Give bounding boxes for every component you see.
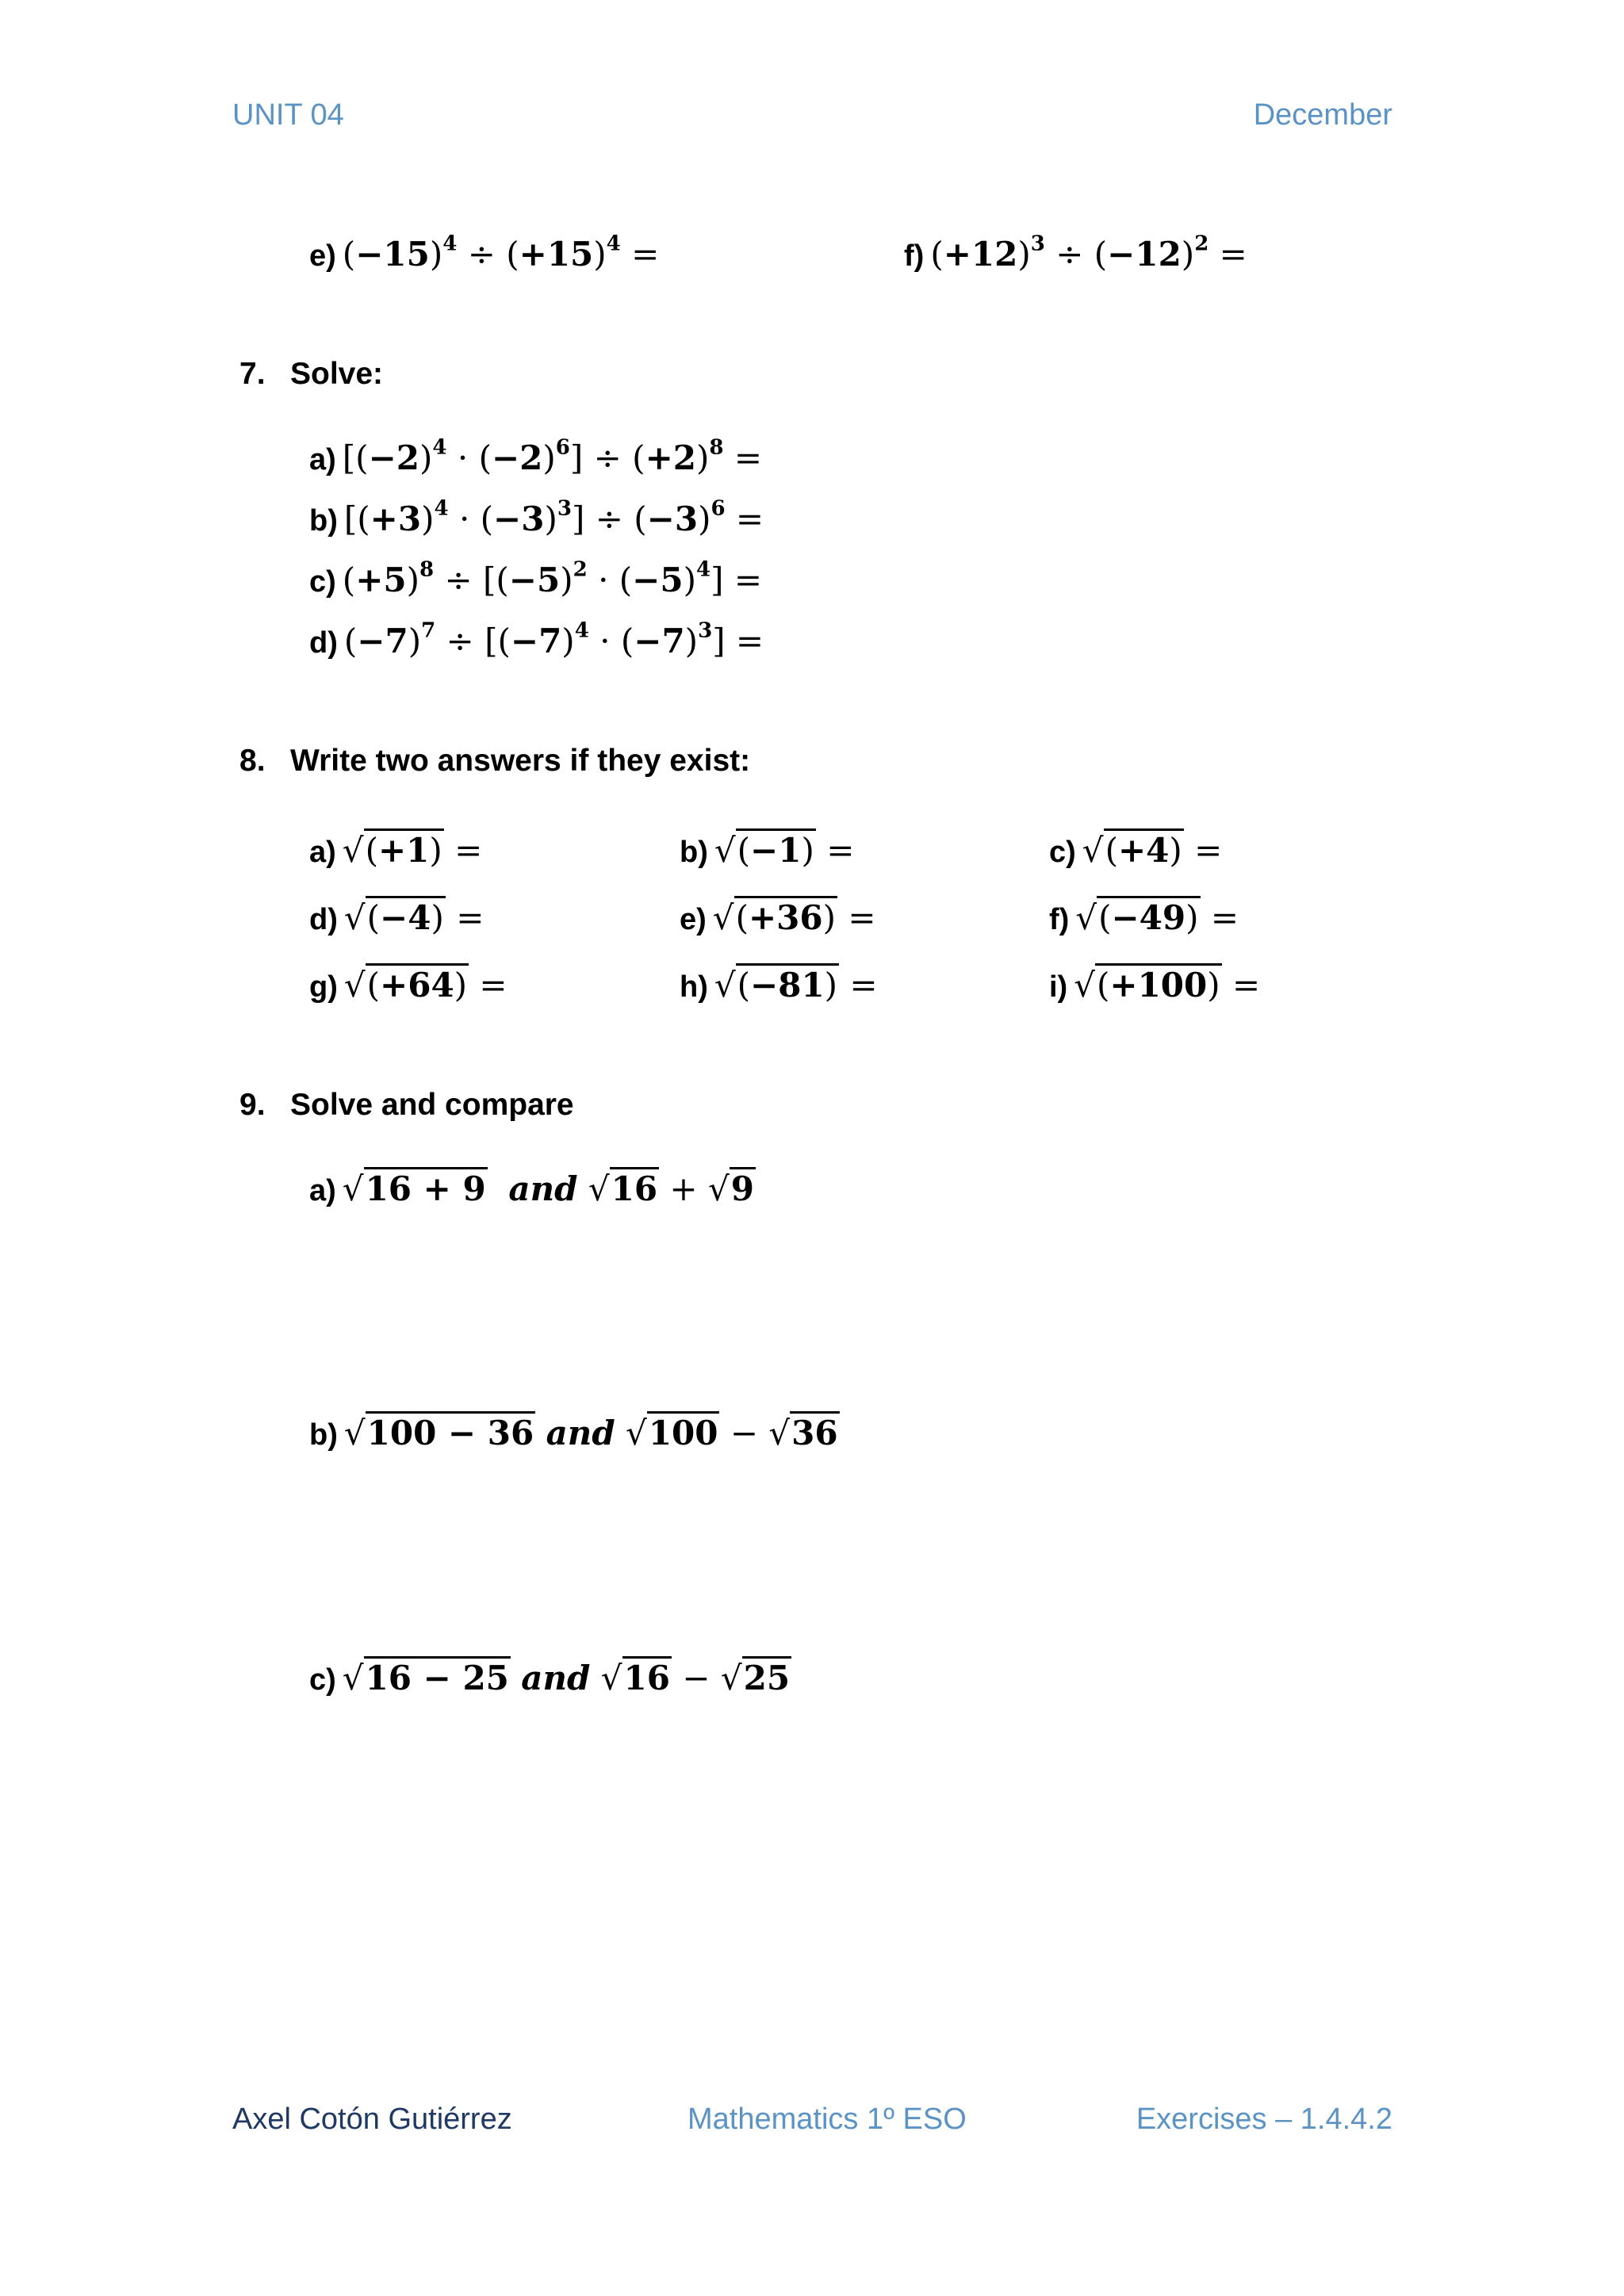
exercise-8b: b) √(−1) = [680, 831, 854, 870]
footer-exercise-ref: Exercises – 1.4.4.2 [1136, 2103, 1392, 2136]
exercise-8h: h) √(−81) = [680, 966, 878, 1004]
exercise-9b: b) √100 − 36 and √100 − √36 [309, 1414, 840, 1452]
exercise-6e: e) $(-15)^4 \div (+15)^4$ = [309, 232, 660, 274]
footer-author: Axel Cotón Gutiérrez [232, 2103, 512, 2136]
item-label: f) [904, 239, 925, 273]
exercise-7a: a) $[(-2)^4 \cdot (-2)^6] \div (+2)^8$ = [309, 435, 763, 477]
exercise-8f: f) √(−49) = [1049, 898, 1239, 937]
exercise-9c: c) √16 − 25 and √16 − √25 [309, 1659, 791, 1697]
exercise-6f: f) $(+12)^3 \div (-12)^2$ = [904, 232, 1247, 274]
exercise-8g: g) √(+64) = [309, 966, 508, 1004]
exercise-8-title: 8. Write two answers if they exist: [239, 744, 751, 778]
header-unit: UNIT 04 [232, 98, 344, 132]
footer-course: Mathematics 1º ESO [688, 2103, 967, 2136]
exercise-8d: d) √(−4) = [309, 898, 484, 937]
exercise-7b: b) $[(+3)^4 \cdot (-3)^3] \div (-3)^6$ = [309, 496, 764, 538]
exercise-8a: a) √(+1) = [309, 831, 482, 870]
exercise-8c: c) √(+4) = [1049, 831, 1222, 870]
exercise-8i: i) √(+100) = [1049, 966, 1260, 1004]
exercise-7-title: 7. Solve: [239, 357, 384, 391]
exercise-8e: e) √(+36) = [680, 898, 876, 937]
exercise-7d: d) $(-7)^7 \div [(-7)^4 \cdot (-7)^3]$ = [309, 618, 764, 660]
item-label: e) [309, 239, 336, 273]
exercise-9-title: 9. Solve and compare [239, 1088, 574, 1122]
exercise-7c: c) $(+5)^8 \div [(-5)^2 \cdot (-5)^4]$ = [309, 557, 763, 599]
header-month: December [1253, 98, 1392, 132]
exercise-9a: a) √16 + 9 and √16 + √9 [309, 1169, 756, 1208]
